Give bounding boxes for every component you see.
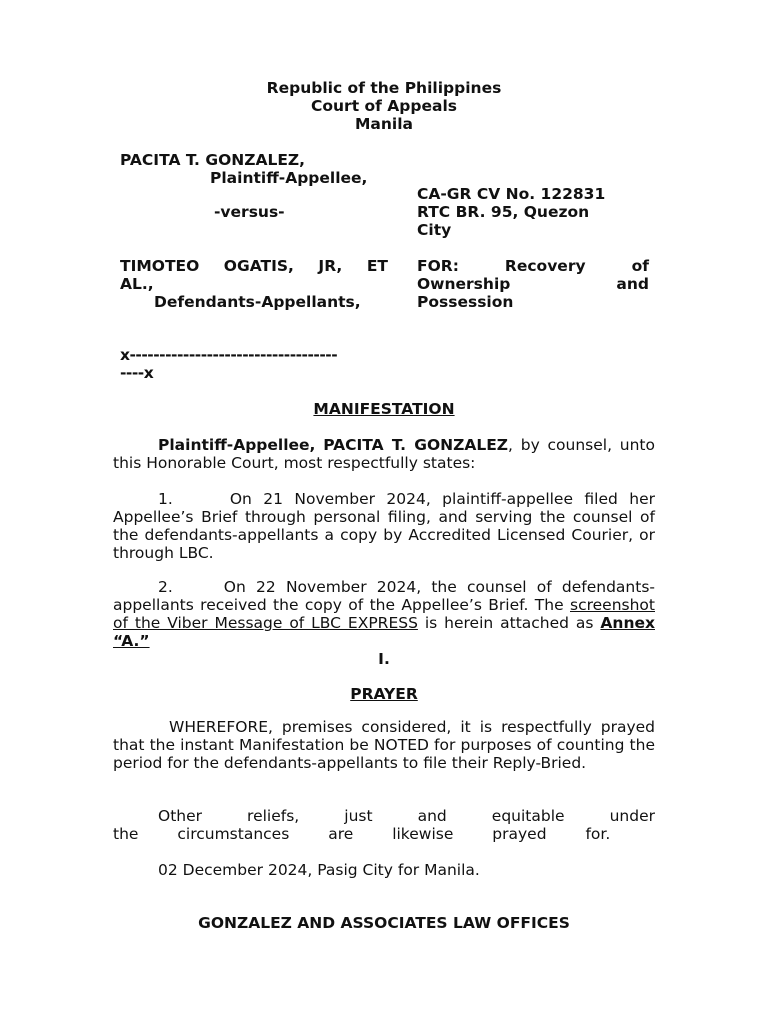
paragraph-1-number: 1. [158,490,173,508]
caption-city: Manila [354,115,413,133]
rtc-city: City [417,221,452,239]
rtc-branch: RTC BR. 95, Quezon [417,203,590,221]
case-nature-word: Ownership [417,275,511,293]
paragraph-1 [113,490,655,562]
intro-name: PACITA T. GONZALEZ [323,436,509,454]
paragraph-1-text: On 21 November 2024, plaintiff-appellee filed her Appellee’s Brief through personal filing, and serving the counsel of the defendants-appellants a copy by Accredited Licensed Courier, or through LBC. [113,490,655,562]
case-nature-word: FOR: [417,257,459,275]
caption-separator-end: ----x [120,364,154,382]
other-reliefs: Other reliefs, just and equitable under the circumstances are likewise prayed for. [113,807,655,843]
date-place: 02 December 2024, Pasig City for Manila. [158,861,480,879]
paragraph-2-number: 2. [158,578,173,596]
annex-description: screenshot of the Viber Message of LBC EXPRESS [113,596,655,632]
paragraph-2-text: On 22 November 2024, the counsel of defendants-appellants received the copy of the Appellee’s Brief. The [113,578,655,614]
intro-rest: , by counsel, unto this Honorable Court, most respectfully states: [113,436,655,472]
prayer-paragraph: WHEREFORE, premises considered, it is respectfully prayed that the instant Manifestation be NOTED for purposes of counting the period for the defendants-appellants to file their Reply-Bried. [113,718,655,772]
prayer-title: PRAYER [350,685,418,703]
defendant-name: TIMOTEO OGATIS, JR, ET [120,257,388,275]
versus-label: -versus- [214,203,285,221]
caption-republic: Republic of the Philippines [266,79,502,97]
defendant-role: Defendants-Appellants, [154,293,361,311]
case-number: CA-GR CV No. 122831 [417,185,606,203]
paragraph-2 [113,578,655,650]
intro-party: Plaintiff-Appellee, [158,436,316,454]
caption-separator: x----------------------------------- [120,346,338,364]
paragraph-2-text-after: is herein attached as [417,614,601,632]
case-nature-word: of [631,257,649,275]
case-nature-line3: Possession [417,293,514,311]
case-nature-line2 [417,275,649,293]
law-office-name: GONZALEZ AND ASSOCIATES LAW OFFICES [198,914,570,932]
document-title: MANIFESTATION [313,400,455,418]
intro-paragraph [113,436,655,472]
case-nature-word: Recovery [504,257,586,275]
plaintiff-role: Plaintiff-Appellee, [210,169,368,187]
case-nature-word: and [616,275,649,293]
annex-label: Annex “A.” [113,614,655,650]
case-nature-line1 [417,257,649,275]
section-numeral: I. [378,650,390,668]
defendant-name-cont: AL., [120,275,154,293]
caption-court: Court of Appeals [311,97,457,115]
plaintiff-name: PACITA T. GONZALEZ, [120,151,306,169]
